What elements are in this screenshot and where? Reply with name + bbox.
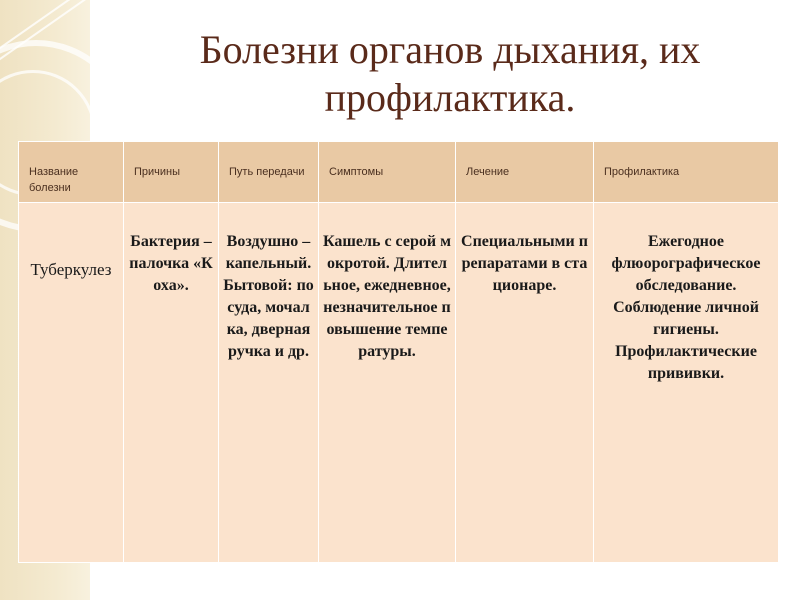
header-treatment: Лечение	[456, 142, 594, 203]
cell-prevention: Ежегодное флюорографическое обследование. Соблюдение личной гигиены. Профилактические прививки.	[594, 203, 779, 563]
header-causes: Причины	[124, 142, 219, 203]
cell-treatment: Специальными препаратами в стационаре.	[456, 203, 594, 563]
cell-cause: Бактерия – палочка «Коха».	[124, 203, 219, 563]
table-row	[19, 203, 779, 563]
header-prevention: Профилактика	[594, 142, 779, 203]
header-transmission: Путь передачи	[219, 142, 319, 203]
slide-title: Болезни органов дыхания, их профилактика.	[199, 27, 701, 120]
header-name: Название болезни	[19, 142, 124, 203]
diseases-table	[18, 141, 779, 563]
cell-symptoms: Кашель с серой мокротой. Длительное, ежедневное, незначительное повышение температуры.	[319, 203, 456, 563]
table-header-row	[19, 142, 779, 203]
cell-disease-name: Туберкулез	[19, 203, 124, 563]
header-symptoms: Симптомы	[319, 142, 456, 203]
cell-transmission: Воздушно – капельный. Бытовой: посуда, мочалка, дверная ручка и др.	[219, 203, 319, 563]
